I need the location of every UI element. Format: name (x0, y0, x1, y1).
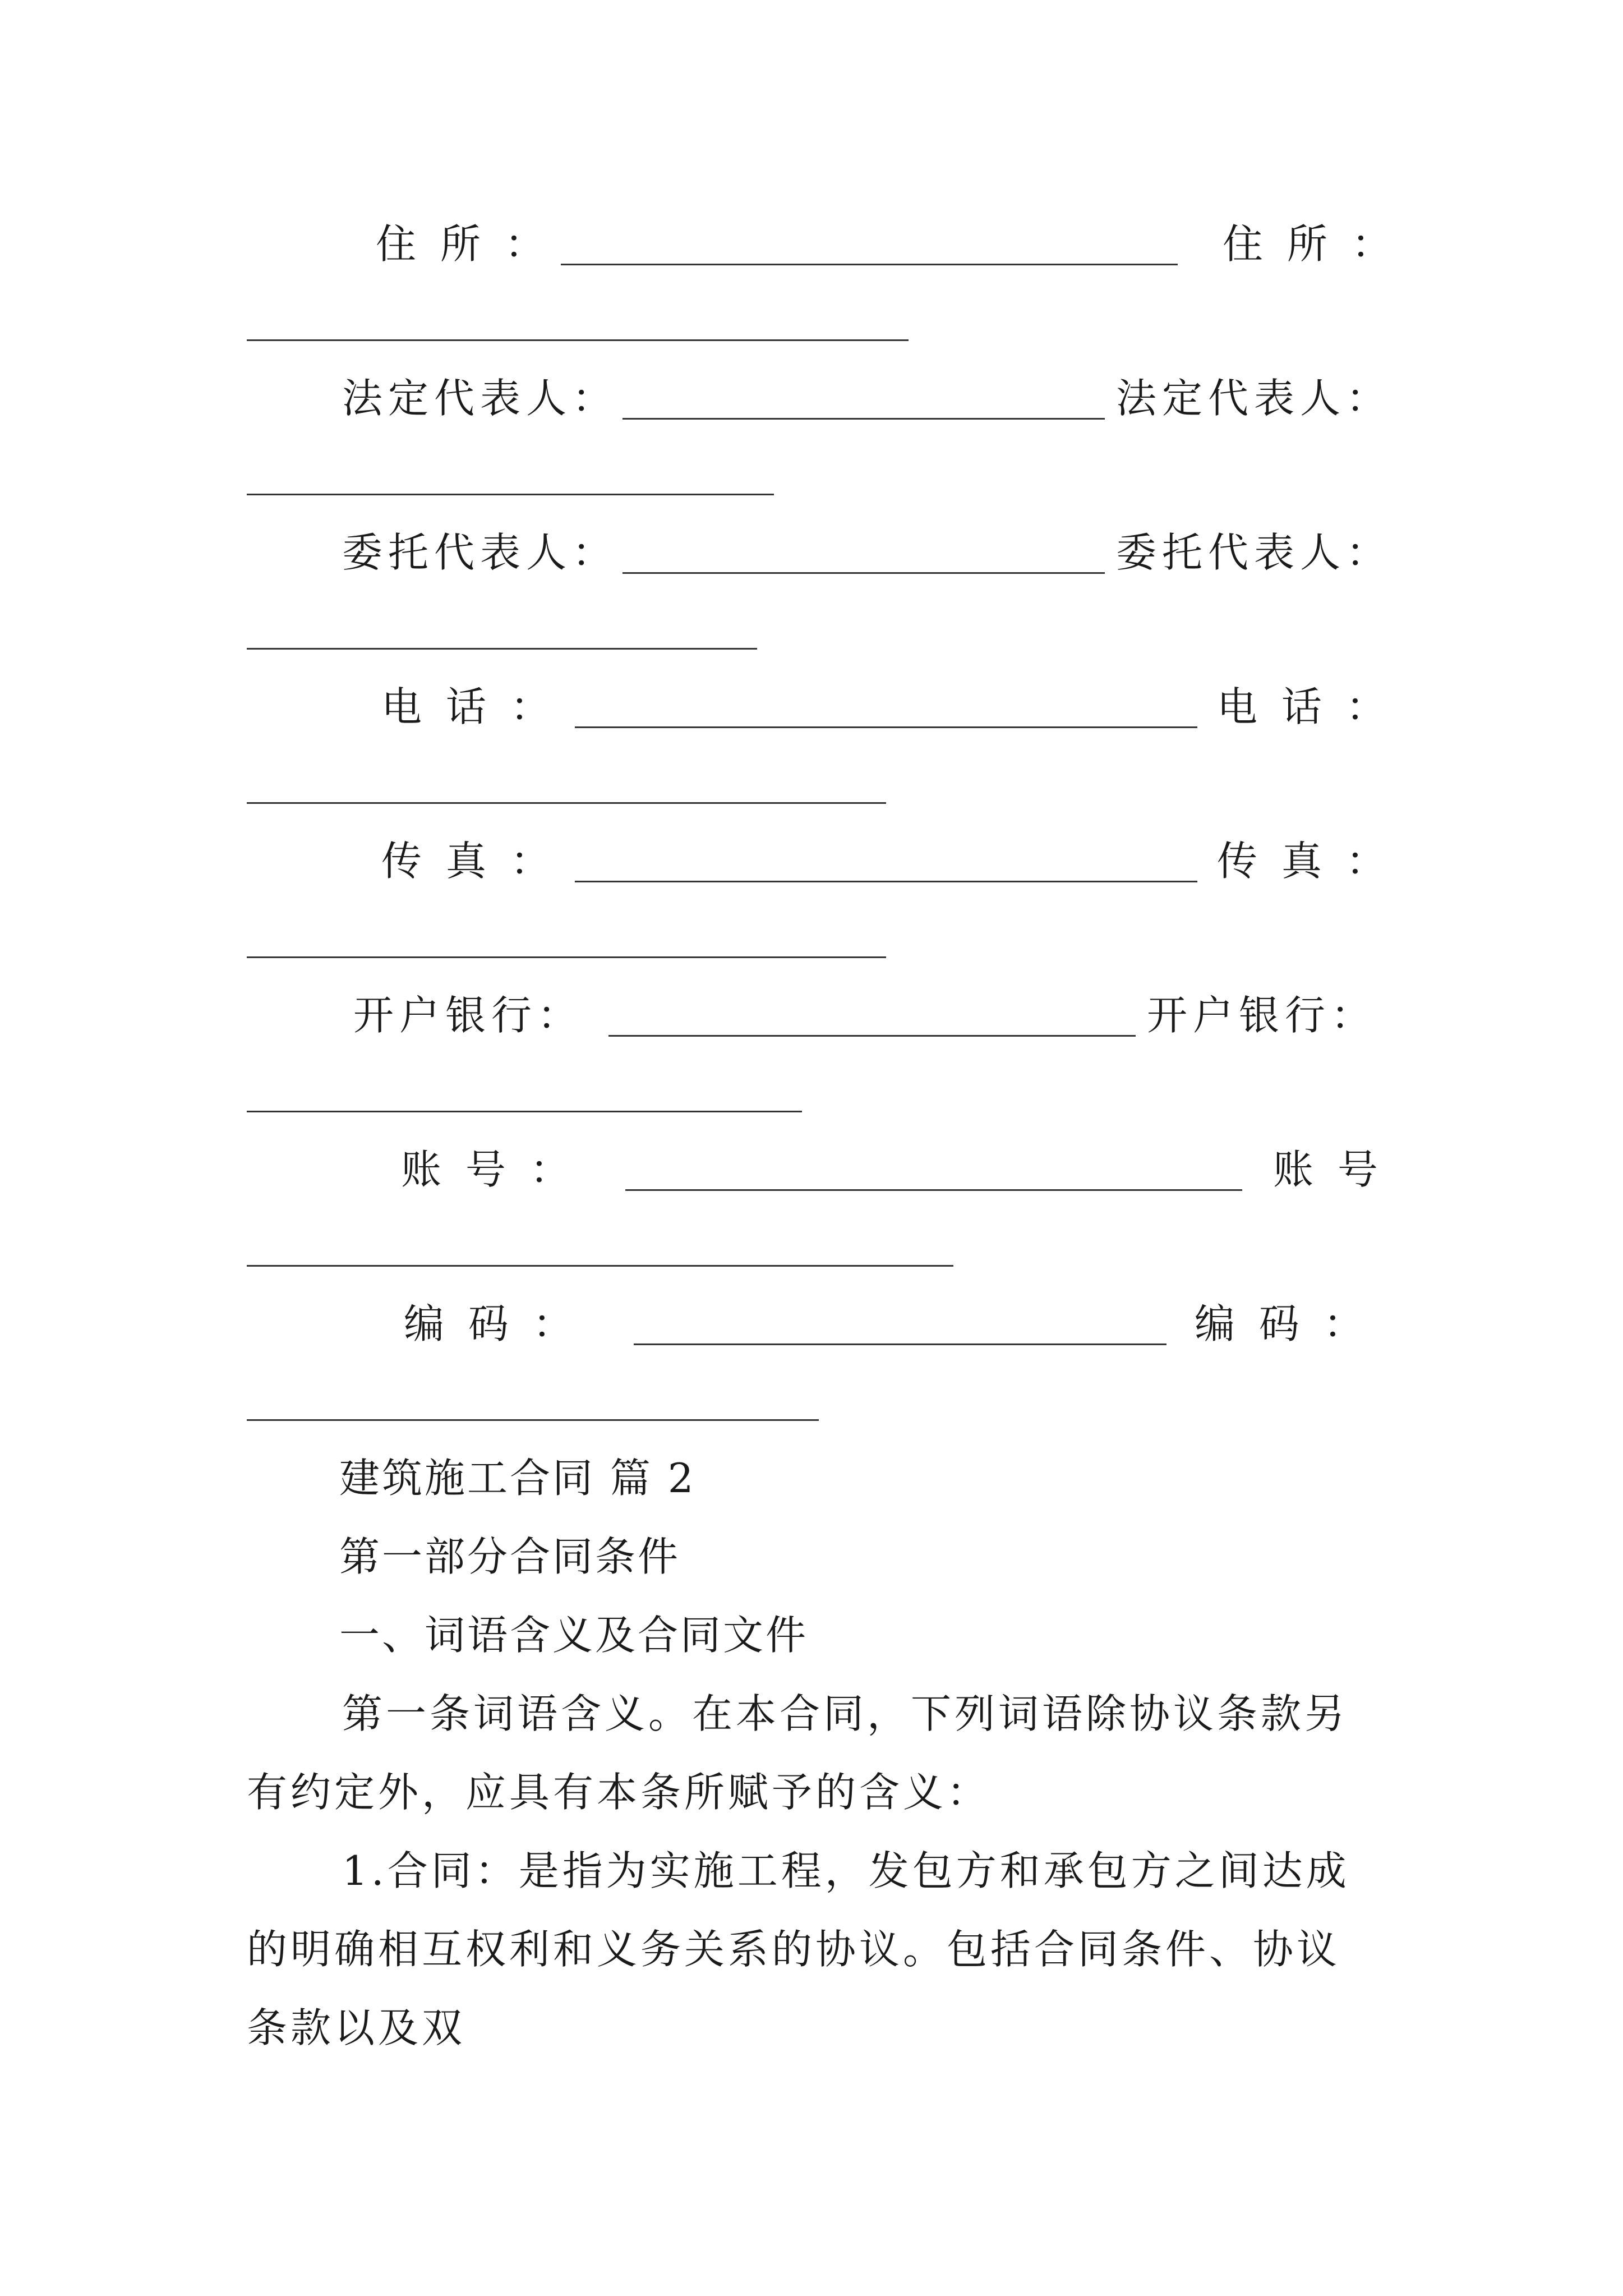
right-label-postcode: 编 码 ： (1195, 1300, 1370, 1347)
article-1-paragraph: 第一条词语含义。在本合同，下列词语除协议条款另有约定外，应具有本条所赋予的含义： (247, 1690, 1349, 1816)
left-label-postcode: 编 码 ： (404, 1300, 579, 1347)
right-blank-agent[interactable] (247, 648, 757, 650)
left-blank-bank[interactable] (608, 1035, 1136, 1037)
chapter-title: 一、词语含义及合同文件 (339, 1612, 809, 1659)
right-label-bank: 开户银行： (1147, 992, 1377, 1039)
left-blank-fax[interactable] (575, 881, 1197, 882)
left-label-fax: 传 真 ： (381, 838, 556, 885)
left-blank-account[interactable] (625, 1189, 1242, 1191)
left-blank-agent[interactable] (623, 572, 1105, 574)
right-label-account: 账 号 (1273, 1146, 1384, 1193)
right-label-fax: 传 真 ： (1217, 838, 1392, 885)
right-blank-fax[interactable] (247, 956, 886, 958)
left-label-legal-rep: 法定代表人： (342, 375, 619, 422)
left-label-account: 账 号 ： (401, 1146, 576, 1193)
right-blank-account[interactable] (247, 1265, 953, 1267)
right-label-address: 住 所 ： (1223, 220, 1398, 268)
right-blank-address[interactable] (247, 339, 909, 341)
left-blank-phone[interactable] (575, 726, 1197, 728)
left-blank-postcode[interactable] (634, 1343, 1166, 1345)
left-label-agent: 委托代表人： (342, 529, 619, 576)
item-1-paragraph: 1.合同：是指为实施工程，发包方和承包方之间达成的明确相互权利和义务关系的协议。包括合同条件、协议条款以及双 (247, 1847, 1350, 2051)
right-blank-phone[interactable] (247, 802, 886, 804)
section-title: 建筑施工合同 篇 2 (339, 1455, 696, 1502)
right-label-legal-rep: 法定代表人： (1116, 375, 1393, 422)
right-label-agent: 委托代表人： (1116, 529, 1393, 576)
left-blank-address[interactable] (561, 264, 1178, 265)
right-blank-postcode[interactable] (247, 1419, 819, 1421)
left-label-bank: 开户银行： (353, 992, 584, 1039)
left-label-phone: 电 话 ： (381, 683, 556, 730)
right-blank-legal-rep[interactable] (247, 494, 774, 495)
part-title: 第一部分合同条件 (339, 1533, 681, 1580)
right-label-phone: 电 话 ： (1217, 683, 1392, 730)
left-label-address: 住 所 ： (376, 220, 551, 268)
right-blank-bank[interactable] (247, 1111, 802, 1112)
left-blank-legal-rep[interactable] (623, 418, 1105, 420)
